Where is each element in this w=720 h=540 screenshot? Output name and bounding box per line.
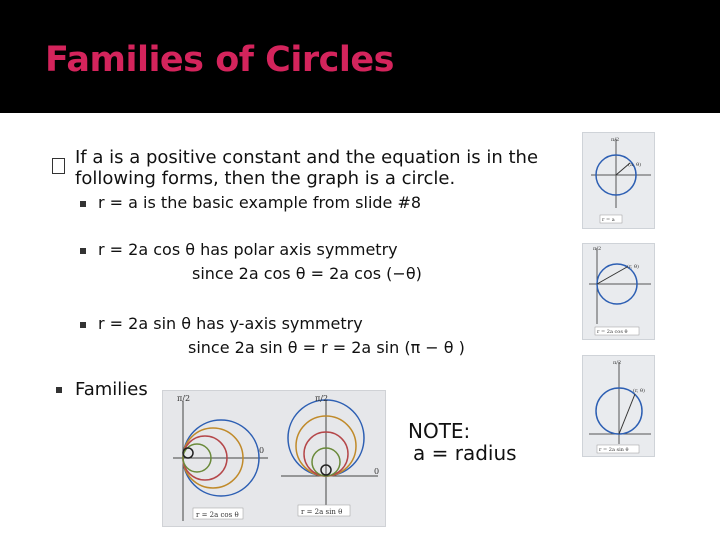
pi-over-2-label: π/2 <box>315 394 329 403</box>
zero-label: 0 <box>259 446 265 455</box>
pi-over-2-label: π/2 <box>613 360 622 366</box>
sub-bullet-3-detail: since 2a sin θ = r = 2a sin (π − θ ) <box>188 338 465 357</box>
sub-bullet-3-text: r = 2a sin θ has y-axis symmetry <box>98 314 363 333</box>
circle-cos-figure <box>582 243 655 340</box>
equation-label: r = 2a sin θ <box>301 508 343 516</box>
sub-bullet-icon <box>80 201 86 207</box>
sub-bullet-2-text: r = 2a cos θ has polar axis symmetry <box>98 240 398 259</box>
point-label: (r, θ) <box>633 388 645 394</box>
note-text: a = radius <box>413 441 517 465</box>
equation-label: r = 2a sin θ <box>599 447 629 453</box>
pi-over-2-label: π/2 <box>611 137 620 143</box>
sub-bullet-2-detail: since 2a cos θ = 2a cos (−θ) <box>192 264 422 283</box>
pi-over-2-label: π/2 <box>177 394 191 403</box>
note-box <box>408 420 517 464</box>
circle-r-a-figure <box>582 132 655 229</box>
main-bullet-text-line2: following forms, then the graph is a circle. <box>75 168 456 189</box>
slide-title: Families of Circles <box>45 40 394 80</box>
sub-bullet-icon <box>80 248 86 254</box>
main-bullet-text-line1: If a is a positive constant and the equation is in the <box>75 147 539 168</box>
families-of-circles-figure <box>162 390 386 527</box>
sub-bullet-1-text: r = a is the basic example from slide #8 <box>98 193 422 212</box>
equation-label: r = 2a cos θ <box>196 511 239 519</box>
zero-label: 0 <box>374 467 380 476</box>
sub-bullet-icon <box>80 322 86 328</box>
point-label: (a, θ) <box>628 162 642 168</box>
equation-label: r = 2a cos θ <box>597 329 628 335</box>
pi-over-2-label: π/2 <box>593 246 602 252</box>
note-heading: NOTE: <box>408 419 471 443</box>
point-label: (r, θ) <box>627 264 639 270</box>
circle-sin-figure <box>582 355 655 457</box>
families-text: Families <box>75 379 148 400</box>
missing-glyph-icon <box>52 158 65 174</box>
bullet-icon <box>56 387 62 393</box>
equation-label: r = a <box>602 217 615 223</box>
